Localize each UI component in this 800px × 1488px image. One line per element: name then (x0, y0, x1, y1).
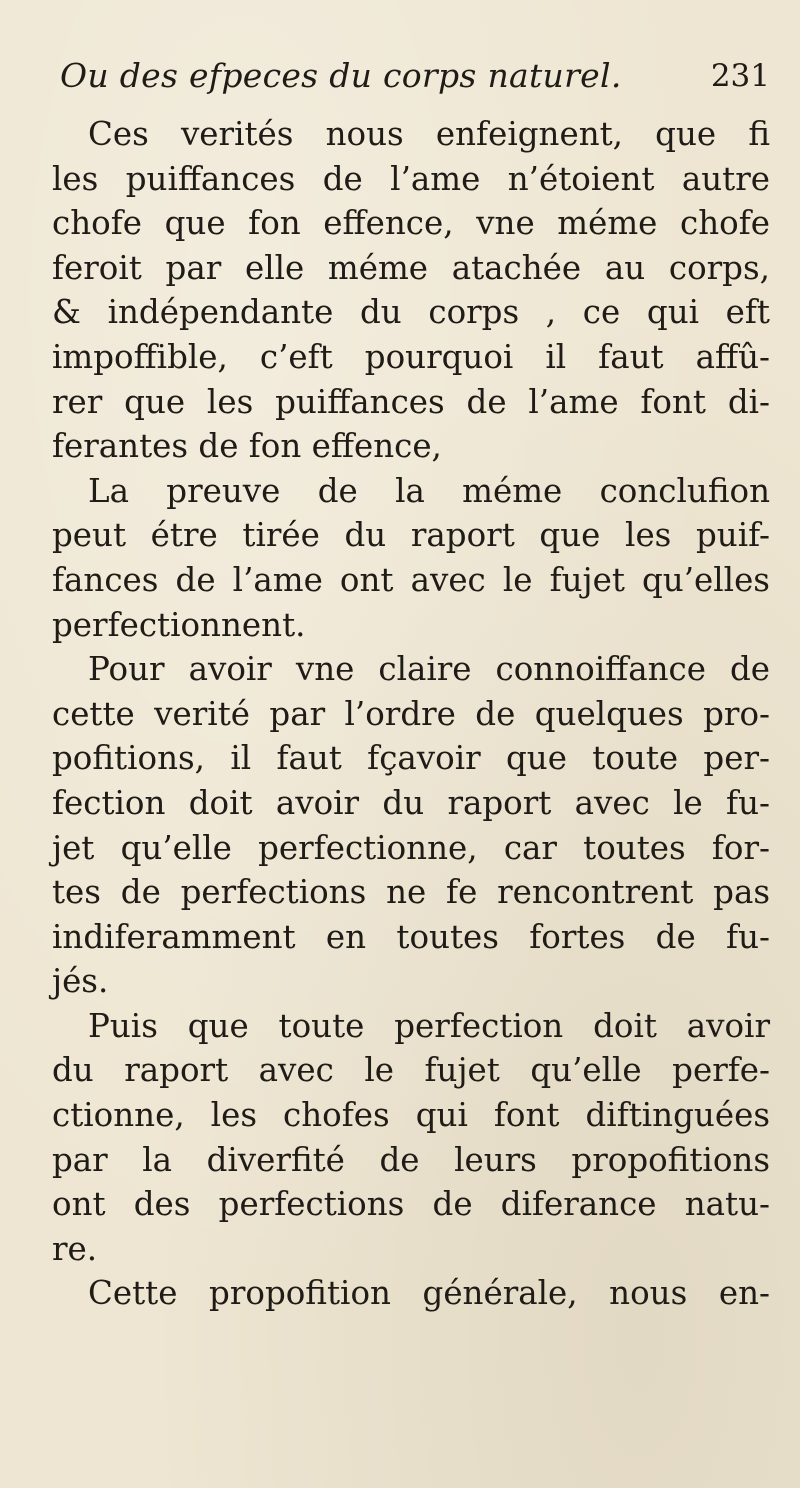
page-number: 231 (710, 58, 770, 94)
text-line: impoffible, c’eft pourquoi il faut affû- (52, 337, 770, 376)
text-line: peut étre tirée du raport que les puif- (52, 516, 770, 555)
text-line: feroit par elle méme atachée au corps, (52, 248, 770, 287)
text-line: Puis que toute perfection doit avoir (88, 1006, 770, 1045)
text-line: ont des perfections de diferance natu- (52, 1185, 770, 1224)
text-line: par la diverfité de leurs propofitions (52, 1140, 770, 1179)
text-line: ctionne, les chofes qui font diftinguées (52, 1096, 770, 1135)
text-line: Cette propofition générale, nous en- (88, 1274, 770, 1313)
text-line: rer que les puiffances de l’ame font di- (52, 382, 770, 421)
running-head: Ou des efpeces du corps naturel. (60, 56, 622, 95)
text-line: indiferamment en toutes fortes de fu- (52, 917, 770, 956)
text-line: perfectionnent. (52, 605, 306, 644)
text-line: fection doit avoir du raport avec le fu- (52, 783, 770, 822)
text-line: Ces verités nous enfeignent, que fi (88, 115, 770, 153)
text-line: La preuve de la méme conclufion (88, 471, 770, 510)
body-text (52, 112, 770, 1316)
text-line: fances de l’ame ont avec le fujet qu’elles (52, 560, 770, 599)
text-line: cette verité par l’ordre de quelques pro- (52, 694, 770, 733)
page-header (60, 56, 770, 106)
text-line: Pour avoir vne claire connoiffance de (88, 650, 770, 689)
text-line: du raport avec le fujet qu’elle perfe- (52, 1051, 770, 1090)
text-line: ferantes de fon effence, (52, 427, 442, 466)
text-line: & indépendante du corps , ce qui eft (52, 293, 770, 332)
text-line: jet qu’elle perfectionne, car toutes for- (52, 828, 770, 867)
text-line: chofe que fon effence, vne méme chofe (52, 204, 770, 243)
text-line: re. (52, 1229, 98, 1268)
text-line: jés. (52, 962, 109, 1001)
text-line: pofitions, il faut fçavoir que toute per- (52, 739, 770, 778)
text-line: tes de perfections ne fe rencontrent pas (52, 873, 770, 912)
text-line: les puiffances de l’ame n’étoient autre (52, 159, 770, 198)
